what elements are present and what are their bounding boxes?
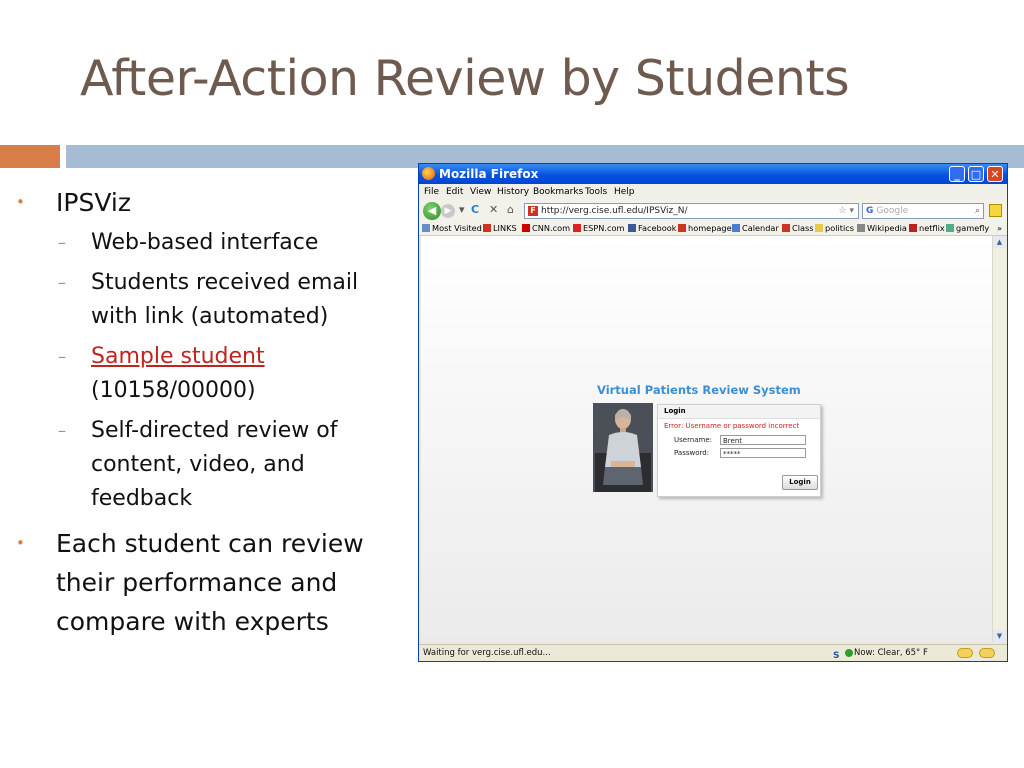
menu-view[interactable]: View [470, 187, 492, 197]
status-bar [419, 644, 1007, 661]
login-button[interactable]: Login [782, 475, 818, 490]
sub-bullet-item [14, 266, 409, 334]
browser-window [418, 163, 1008, 662]
scroll-down-icon[interactable]: ▼ [993, 630, 1006, 642]
dash-icon: – [58, 233, 66, 252]
favicon-icon: F [528, 206, 538, 216]
dash-icon: – [58, 421, 66, 440]
page-content [421, 236, 992, 642]
sub-bullet-item [14, 226, 409, 260]
search-placeholder: Google [876, 206, 909, 216]
login-header: Login [658, 405, 820, 419]
bookmark-gamefly[interactable]: gamefly [946, 222, 956, 235]
search-icon[interactable]: ⌕ [974, 206, 980, 216]
password-field[interactable]: ***** [720, 448, 806, 458]
menu-history[interactable]: History [497, 187, 530, 197]
home-icon[interactable]: ⌂ [507, 203, 514, 216]
navigation-toolbar [419, 200, 1007, 223]
weather-cloud-icon[interactable] [957, 648, 973, 658]
search-input[interactable] [862, 203, 984, 219]
bullet-item [14, 183, 409, 222]
sub-bullet-text: Students received email with link (automated) [91, 270, 359, 329]
firefox-icon [422, 167, 435, 180]
sub-bullet-text: (10158/00000) [91, 378, 256, 403]
sub-bullet-item [14, 414, 409, 516]
bullet-dot-icon: • [16, 534, 25, 552]
back-icon[interactable]: ◀ [423, 202, 441, 220]
window-title: Mozilla Firefox [439, 167, 539, 181]
google-icon: G [866, 206, 874, 216]
login-panel [657, 404, 821, 497]
menu-help[interactable]: Help [614, 187, 635, 197]
bookmark-facebook[interactable]: Facebook [628, 222, 638, 235]
sub-bullet-text: Web-based interface [91, 230, 319, 255]
bookmark-class[interactable]: Class [782, 222, 792, 235]
menu-tools[interactable]: Tools [585, 187, 608, 197]
bookmark-cnn[interactable]: CNN.com [522, 222, 532, 235]
sub-bullet-text: Self-directed review of content, video, and feedback [91, 418, 338, 511]
close-button[interactable]: ✕ [987, 166, 1003, 182]
slide-title: After-Action Review by Students [80, 50, 850, 107]
dash-icon: – [58, 347, 66, 366]
reload-icon[interactable]: C [471, 203, 480, 216]
menu-file[interactable]: File [424, 187, 440, 197]
menu-bookmarks[interactable]: Bookmarks [533, 187, 584, 197]
forward-icon[interactable]: ▶ [441, 204, 455, 218]
bookmark-most-visited[interactable]: Most Visited [422, 222, 432, 235]
error-message: Error: Username or password incorrect [664, 422, 800, 430]
sample-student-link[interactable]: Sample student [91, 344, 265, 369]
maximize-button[interactable]: □ [968, 166, 984, 182]
weather-text: Now: Clear, 65° F [854, 648, 928, 658]
bookmarks-toolbar [419, 222, 1007, 236]
status-indicator-icon [845, 649, 853, 657]
bookmark-homepage[interactable]: homepage [678, 222, 688, 235]
dash-icon: – [58, 273, 66, 292]
password-label: Password: [674, 449, 710, 457]
skype-icon[interactable]: S [833, 651, 840, 661]
bookmarks-overflow-chevron[interactable]: » [997, 223, 1003, 233]
bookmark-links[interactable]: LINKS [483, 222, 493, 235]
bookmark-politics[interactable]: politics [815, 222, 825, 235]
scroll-up-icon[interactable]: ▲ [993, 236, 1006, 248]
username-field[interactable]: Brent [720, 435, 806, 445]
status-text: Waiting for verg.cise.ufl.edu... [423, 648, 551, 658]
bullet-text: Each student can review their performance and compare with experts [56, 529, 364, 636]
vertical-scrollbar[interactable] [992, 236, 1006, 642]
url-bar[interactable] [524, 203, 859, 219]
sub-bullet-item [14, 340, 409, 408]
bookmark-netflix[interactable]: netflix [909, 222, 919, 235]
app-title: Virtual Patients Review System [597, 383, 801, 397]
bookmark-espn[interactable]: ESPN.com [573, 222, 583, 235]
bullet-dot-icon: • [16, 193, 25, 211]
minimize-button[interactable]: _ [949, 166, 965, 182]
accent-bar-orange [0, 145, 60, 168]
menu-edit[interactable]: Edit [446, 187, 464, 197]
bookmark-wikipedia[interactable]: Wikipedia [857, 222, 867, 235]
bullet-list [14, 183, 409, 641]
star-icon[interactable]: ☆ ▾ [838, 206, 854, 216]
bullet-item [14, 524, 409, 641]
extension-icon[interactable] [989, 204, 1002, 217]
url-text: http://verg.cise.ufl.edu/IPSViz_N/ [541, 206, 688, 216]
browser-titlebar[interactable] [419, 164, 1007, 184]
history-dropdown-icon[interactable]: ▾ [459, 203, 465, 216]
bullet-text: IPSViz [56, 188, 131, 217]
username-label: Username: [674, 436, 713, 444]
virtual-patient-image [593, 403, 653, 492]
menu-bar [419, 184, 1007, 200]
bookmark-calendar[interactable]: Calendar [732, 222, 742, 235]
weather-cloud-icon[interactable] [979, 648, 995, 658]
stop-icon[interactable]: ✕ [489, 203, 499, 216]
